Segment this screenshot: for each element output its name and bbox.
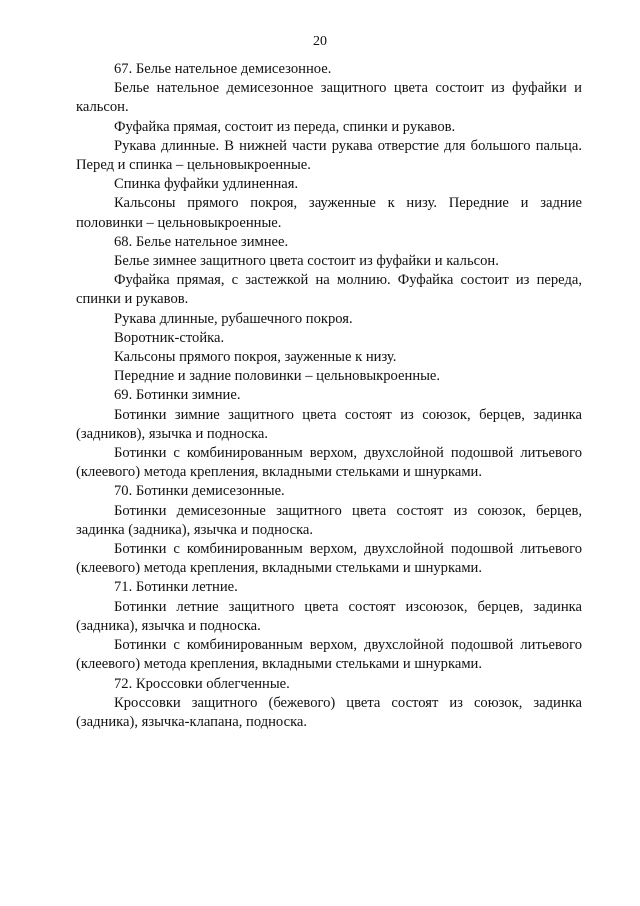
section-heading-71: 71. Ботинки летние. — [114, 579, 238, 596]
paragraph: Ботинки с комбинированным верхом, двухслойной подошвой литьевого (клеевого) метода крепления, вкладными стельками и шнурками. — [76, 445, 582, 481]
paragraph: Кальсоны прямого покроя, зауженные к низу. Передние и задние половинки – цельновыкроенные. — [76, 195, 582, 231]
paragraph: Ботинки с комбинированным верхом, двухслойной подошвой литьевого (клеевого) метода крепления, вкладными стельками и шнурками. — [76, 541, 582, 577]
section-heading-69: 69. Ботинки зимние. — [114, 387, 241, 404]
paragraph: Белье зимнее защитного цвета состоит из фуфайки и кальсон. — [114, 253, 499, 270]
paragraph: Ботинки демисезонные защитного цвета состоят из союзок, берцев, задинка (задника), язычка и подноска. — [76, 502, 582, 538]
paragraph: Рукава длинные. В нижней части рукава отверстие для большого пальца. Перед и спинка – цельновыкроенные. — [76, 137, 582, 174]
paragraph: Кальсоны прямого покроя, зауженные к низу. — [114, 349, 397, 366]
section-heading-68: 68. Белье нательное зимнее. — [114, 233, 289, 250]
paragraph: Ботинки с комбинированным верхом, двухслойной подошвой литьевого (клеевого) метода крепления, вкладными стельками и шнурками. — [76, 637, 582, 673]
paragraph: Фуфайка прямая, с застежкой на молнию. Фуфайка состоит из переда, спинки и рукавов. — [76, 272, 582, 308]
document-body — [76, 60, 582, 732]
section-heading-67: 67. Белье нательное демисезонное. — [114, 61, 332, 77]
paragraph: Кроссовки защитного (бежевого) цвета состоят из союзок, задинка (задника), язычка-клапана, подноска. — [76, 694, 582, 730]
section-heading-70: 70. Ботинки демисезонные. — [114, 483, 285, 500]
page-number: 20 — [313, 34, 327, 49]
paragraph: Фуфайка прямая, состоит из переда, спинки и рукавов. — [114, 118, 456, 135]
paragraph: Передние и задние половинки – цельновыкроенные. — [114, 368, 441, 385]
paragraph: Рукава длинные, рубашечного покроя. — [114, 310, 353, 327]
section-heading-72: 72. Кроссовки облегченные. — [114, 675, 290, 692]
paragraph: Белье нательное демисезонное защитного цвета состоит из фуфайки и кальсон. — [76, 80, 582, 116]
paragraph: Спинка фуфайки удлиненная. — [114, 176, 299, 193]
paragraph: Ботинки летние защитного цвета состоят изсоюзок, берцев, задинка (задника), язычка и подноска. — [76, 598, 582, 634]
paragraph: Воротник-стойка. — [114, 329, 225, 346]
paragraph: Ботинки зимние защитного цвета состоят из союзок, берцев, задинка (задников), язычка и подноска. — [76, 406, 582, 442]
